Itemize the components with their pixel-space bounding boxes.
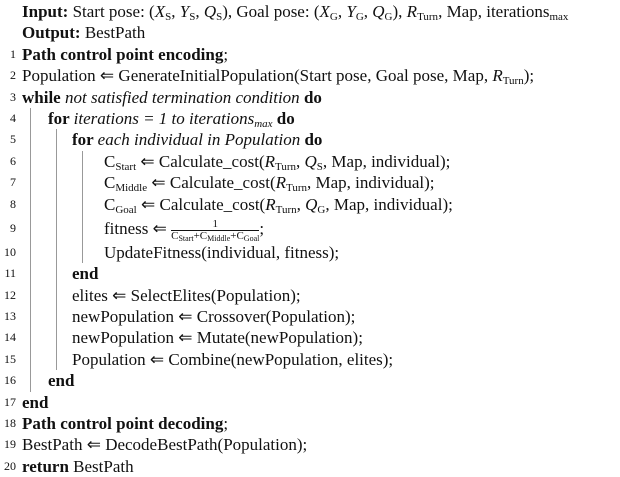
text: newPopulation ⇐ Crossover(Population); [72,307,356,327]
line-number: 7 [10,175,16,190]
subscript: Turn [275,203,297,216]
keyword: do [299,87,322,107]
subscript: S [189,11,196,23]
line-number: 5 [10,132,16,147]
text: , Map, individual); [307,173,435,193]
algorithm-line [0,434,620,455]
subscript: Turn [502,75,524,88]
algorithm-line [0,327,620,348]
subscript: G [355,11,364,23]
indent-bar [82,242,83,263]
indent-bar [30,194,31,215]
line-number: 20 [4,458,16,473]
text: , [296,151,305,171]
subscript: S [165,11,172,23]
indent-bar [56,349,57,370]
indent-bar [30,242,31,263]
text: ⇐ Calculate_cost( [136,151,265,171]
keyword: do [300,130,323,150]
text: ); [523,66,535,86]
line-content [22,392,48,413]
line-content [104,194,453,215]
indent-bar [56,285,57,306]
line-content [72,285,301,306]
keyword: Path control point decoding [22,414,224,434]
keyword: end [72,264,99,284]
indent-bar [56,306,57,327]
line-content [72,306,355,327]
algorithm-line [0,242,620,263]
line-number: 9 [10,220,16,235]
line-number: 8 [10,196,16,211]
indent-bar [56,242,57,263]
keyword: Path control point encoding [22,44,224,64]
line-number: 2 [10,68,16,83]
indent-bar [56,263,57,284]
subscript: G [317,203,326,216]
subscript: S [316,160,323,173]
indent-bar [30,151,31,172]
line-content [22,413,228,434]
italic-text: not satisfied termination condition [64,87,300,107]
math-symbol: R [264,151,275,171]
algorithm-line [0,194,620,215]
input-line [0,1,620,22]
text: ; [223,44,229,64]
algorithm-line [0,456,620,477]
text: fitness ⇐ [104,218,172,238]
line-content [72,129,322,150]
line-content [22,456,134,477]
text: elites ⇐ SelectElites(Population); [72,285,301,305]
text: , Map, iterations [438,2,550,21]
math-symbol: X [319,2,330,21]
keyword: do [272,108,295,128]
fraction-numerator: 1 [171,219,259,231]
line-number: 18 [4,416,16,431]
line-number: 14 [4,330,16,345]
line-number: 17 [4,394,16,409]
text: Population ⇐ Combine(newPopulation, elites); [72,349,394,369]
math-symbol: Q [304,151,317,171]
indent-bar [82,172,83,193]
subscript: Turn [286,182,307,195]
algorithm-line [0,129,620,150]
line-content [22,87,322,108]
text: , Map, individual); [322,151,451,171]
subscript: Turn [275,160,296,173]
indent-bar [30,285,31,306]
text: , [363,2,373,21]
line-content [22,44,228,65]
line-content [48,370,74,391]
line-content [104,215,264,242]
math-symbol: Q [372,2,385,21]
text: BestPath [84,23,146,43]
line-content [104,172,434,193]
subscript: Goal [243,233,260,243]
algorithm-line [0,263,620,284]
text: C [104,194,116,214]
algorithm-line [0,87,620,108]
math-symbol: R [265,194,276,214]
subscript: Start [178,233,194,243]
text: C [104,151,116,171]
algorithm-line [0,151,620,172]
math-symbol: Y [346,2,356,21]
algorithm-line [0,370,620,391]
text: ), [392,2,407,21]
text: , [171,2,180,21]
keyword: end [22,392,49,412]
subscript: Middle [207,233,231,243]
text: BestPath ⇐ DecodeBestPath(Population); [22,435,308,455]
keyword: end [48,371,75,391]
indent-bar [82,151,83,172]
algorithm-line [0,65,620,86]
denominator-text: +C [193,229,208,242]
indent-bar [30,370,31,391]
italic-text: iterations = 1 to iterations [73,108,255,128]
indent-bar [30,349,31,370]
keyword: Output: [22,23,85,43]
line-number: 1 [10,46,16,61]
indent-bar [30,172,31,193]
subscript: Turn [417,11,439,23]
line-number: 19 [4,437,16,452]
text: newPopulation ⇐ Mutate(newPopulation); [72,328,363,348]
algorithm-line [0,413,620,434]
algorithm-line [0,215,620,242]
subscript: Goal [115,203,137,216]
indent-bar [30,263,31,284]
algorithm-line [0,44,620,65]
algorithm-line [0,306,620,327]
indent-bar [56,172,57,193]
line-number: 10 [4,244,16,259]
text: BestPath [73,456,134,476]
subscript: max [549,11,569,23]
math-symbol: X [154,2,166,21]
line-number: 6 [10,153,16,168]
line-number: 15 [4,351,16,366]
math-symbol: Y [179,2,190,21]
subscript: Middle [115,182,148,195]
math-symbol: Q [305,194,318,214]
subscript: Start [115,160,137,173]
line-number: 13 [4,309,16,324]
text: ; [259,218,265,238]
subscript: G [329,11,338,23]
text: ⇐ Calculate_cost( [147,173,276,193]
text: Population ⇐ GenerateInitialPopulation(Start pose, Goal pose, Map, [22,66,493,86]
fraction-denominator [171,231,259,242]
text: , [195,2,204,21]
text: , [337,2,347,21]
algorithm-line [0,285,620,306]
math-symbol: R [275,173,286,193]
algorithm-line [0,349,620,370]
line-content [72,263,98,284]
keyword: Input: [22,2,73,21]
text: ; [223,414,229,434]
keyword: return [22,456,74,476]
keyword: for [72,130,98,150]
line-content [104,242,339,263]
line-content [104,151,450,172]
subscript: S [216,11,223,23]
denominator-text: +C [230,229,244,242]
indent-bar [56,215,57,242]
subscript: max [254,117,273,130]
fraction [171,219,259,242]
algorithm-line [0,172,620,193]
indent-bar [30,327,31,348]
indent-bar [30,215,31,242]
indent-bar [30,129,31,150]
indent-bar [30,108,31,129]
output-line [0,22,620,43]
keyword: for [48,108,74,128]
text: Start pose: ( [72,2,155,21]
line-content [48,108,295,129]
line-number: 12 [4,287,16,302]
text: C [104,173,116,193]
text: , Map, individual); [325,194,453,214]
algorithm-line [0,392,620,413]
line-number: 3 [10,89,16,104]
indent-bar [56,327,57,348]
denominator-text: C [171,229,179,242]
math-symbol: Q [203,2,217,21]
line-number: 16 [4,373,16,388]
indent-bar [82,194,83,215]
math-symbol: R [492,66,503,86]
italic-text: each individual in Population [97,130,301,150]
text: ), Goal pose: ( [222,2,320,21]
text: ⇐ Calculate_cost( [136,194,266,214]
indent-bar [56,151,57,172]
indent-bar [30,306,31,327]
line-content [22,434,307,455]
indent-bar [82,215,83,242]
line-content [22,65,534,86]
indent-bar [56,129,57,150]
math-symbol: R [406,2,418,21]
text: UpdateFitness(individual, fitness); [104,242,340,262]
indent-bar [56,194,57,215]
text: , [296,194,306,214]
subscript: G [384,11,393,23]
line-content [72,349,393,370]
line-number: 11 [4,266,16,281]
line-number: 4 [10,110,16,125]
algorithm-line [0,108,620,129]
keyword: while [22,87,65,107]
line-content [72,327,363,348]
